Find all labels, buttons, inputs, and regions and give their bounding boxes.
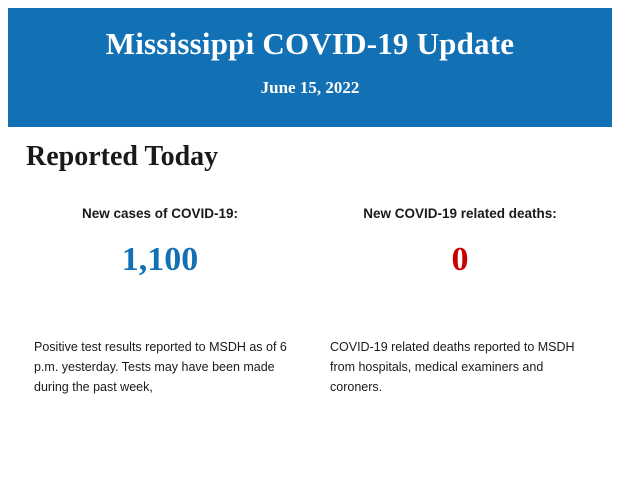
report-date: June 15, 2022 xyxy=(260,78,360,97)
section-heading-reported-today: Reported Today xyxy=(26,141,219,172)
new-deaths-value: 0 xyxy=(451,241,469,278)
new-deaths-note: COVID-19 related deaths reported to MSDH from hospitals, medical examiners and coroners. xyxy=(330,340,575,394)
new-cases-note: Positive test results reported to MSDH as of 6 p.m. yesterday. Tests may have been made during the past week, xyxy=(34,340,287,394)
header-banner xyxy=(8,8,612,127)
new-deaths-label: New COVID-19 related deaths: xyxy=(363,206,557,221)
stats-row xyxy=(8,205,612,397)
stat-card-new-cases xyxy=(8,205,310,397)
stat-card-new-deaths xyxy=(310,205,612,397)
new-cases-value: 1,100 xyxy=(121,241,199,278)
page-title: Mississippi COVID-19 Update xyxy=(105,26,515,61)
new-cases-label: New cases of COVID-19: xyxy=(81,206,239,221)
